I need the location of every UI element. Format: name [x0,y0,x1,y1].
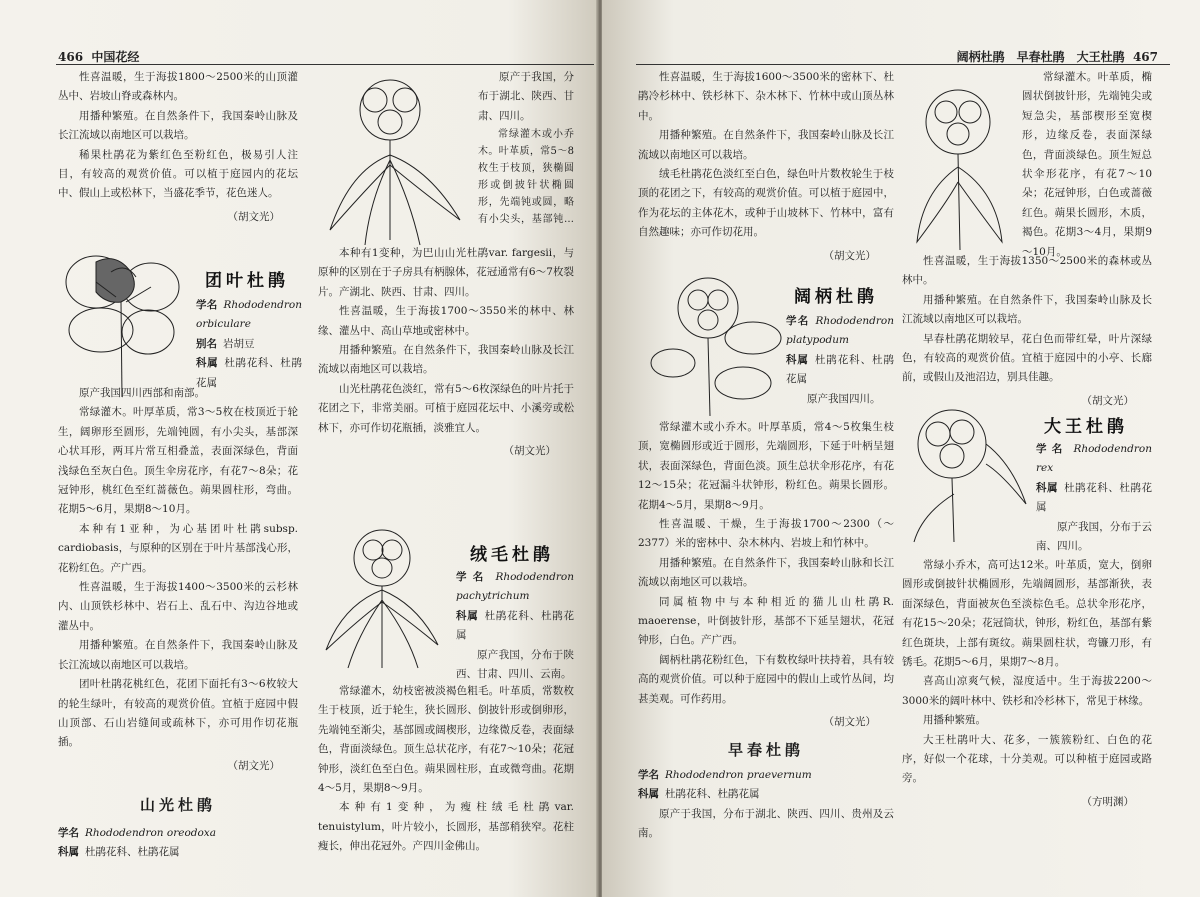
left-col-2-top [478,68,574,126]
paragraph: 用播种繁殖。在自然条件下，我国秦岭山脉和长江流域以南地区可以栽培。 [638,556,894,589]
header-rule [56,64,594,65]
paragraph: 用播种繁殖。在自然条件下，我国秦岭山脉及长江流域以南地区可以栽培。 [902,293,1152,326]
rhododendron-praevernum-illustration-icon [902,72,1014,252]
alias: 岩胡豆 [223,337,255,350]
paragraph: 绒毛杜鹃花色淡红至白色，绿色叶片数枚轮生于枝顶的花团之下，有较高的观赏价值。可以植于庭园中，作为花坛的主体花木，或种于山坡林下、竹林中，富有自然趣味；亦可作切花用。 [638,168,894,239]
species-meta [196,296,302,393]
paragraph: 用播种繁殖。在自然条件下，我国秦岭山脉及长江流域以南地区可以栽培。 [58,109,298,142]
left-col-1b [58,384,298,862]
rhododendron-platypodum-illustration-icon [648,268,784,418]
paragraph: 常绿灌木或小乔木。叶厚革质，常4～5枚集生枝顶，宽椭圆形或近于圆形，先端圆形，下延于叶柄呈翅状，表面深绿色，背面色淡。顶生总状伞形花序，有花12～15朵；花冠漏斗状钟形，粉红色。蒴果长圆形。花期4～5月，果期8～9月。 [638,421,894,511]
paragraph: 性喜温暖，生于海拔1800～2500米的山顶灌丛中、岩坡山脊或森林内。 [58,71,298,103]
right-col-2-top [1022,68,1152,262]
paragraph: 早春杜鹃花期较早，花白色而带红晕，叶片深绿色，有较高的观赏价值。宜植于庭园中的小亭、长廊前，或假山及池沼边，别具佳趣。 [902,332,1152,384]
label: 科属 [1036,481,1059,494]
left-col-2 [318,244,574,465]
scientific-name: Rhododendron platypodum [786,315,894,347]
origin: 原产我国，分布于陕西、甘肃、四川、云南。 [456,648,574,681]
page-number: 467 [1132,50,1158,64]
rhododendron-rex-illustration-icon [902,394,1030,544]
author-credit: （胡文光） [1081,394,1134,407]
running-head: 阔柄杜鹃 早春杜鹃 大王杜鹃 [956,50,1125,64]
author-credit: （胡文光） [227,759,280,772]
right-col-2b [902,556,1152,816]
label: 学名 [456,571,490,583]
right-col-1b [638,418,894,844]
label: 科属 [786,353,809,366]
scientific-name: Rhododendron orbiculare [196,299,302,331]
label: 科属 [196,357,219,370]
paragraph: 性喜温暖，生于海拔1400～3500米的云杉林内、山顶铁杉林中、岩石上、乱石中、沟边谷地或灌丛中。 [58,581,298,632]
paragraph: 大王杜鹃叶大、花多，一簇簇粉红、白色的花序，好似一个花球，十分美观。可以种植于庭园或路旁。 [902,733,1152,785]
family: 杜鹃花科、杜鹃花属 [1036,481,1153,514]
paragraph: 常绿灌木，幼枝密被淡褐色粗毛。叶革质，常数枚生于枝顶，近于轮生，狭长圆形、倒披针形或倒卵形，先端钝至渐尖，基部圆或阔楔形，边缘微反卷，表面绿色，背面淡绿色。顶生总状花序，有花7～10朵；花冠钟形，淡红色至白色。蒴果圆柱形，直或微弯曲。花期4～5月，果期8～9月。 [318,685,574,795]
paragraph: 用播种繁殖。在自然条件下，我国秦岭山脉及长江流域以南地区可以栽培。 [638,129,894,161]
origin: 原产我国，分布于云南、四川。 [1036,520,1152,553]
page-number: 466 [58,50,84,64]
origin: 原产我国四川。 [807,392,881,405]
scientific-name: Rhododendron oreodoxa [85,826,216,839]
family: 杜鹃花科、杜鹃花属 [665,788,760,801]
author-credit: （方明渊） [1081,795,1134,808]
paragraph: 性喜温暖、干燥，生于海拔1700～2300（～2377）米的密林中、杂木林内、岩坡上和竹林中。 [638,518,894,550]
paragraph: 本种有1亚种，为心基团叶杜鹃subsp. cardiobasis，与原种的区别在于叶片基部浅心形，花粉红色。产广西。 [58,522,298,574]
paragraph: 喜高山凉爽气候，湿度适中。生于海拔2200～3000米的阔叶林中、铁杉和冷杉林下，常见于林缘。 [902,675,1152,707]
right-col-2 [902,252,1152,415]
paragraph: 团叶杜鹃花桃红色，花团下面托有3～6枚较大的轮生绿叶，有较高的观赏价值。宜植于庭园中假山顶部、石山岩缝间或疏林下，亦可用作切花瓶插。 [58,678,298,749]
species-title: 山光杜鹃 [139,796,216,815]
family: 杜鹃花科、杜鹃花属 [456,609,575,642]
species-title: 团叶杜鹃 [205,271,289,291]
species-title: 阔柄杜鹃 [794,287,878,307]
paragraph: 常绿灌木。叶革质，椭圆状倒披针形，先端钝尖或短急尖，基部楔形至宽楔形，边缘反卷，表面深绿色，背面淡绿色。顶生短总状伞形花序，有花7～10朵；花冠钟形，白色或蔷薇红色。蒴果长圆形，木质，褐色。花期3～4月，果期9～10月。 [1022,71,1152,258]
paragraph: 阔柄杜鹃花粉红色，下有数枚绿叶扶持着，具有较高的观赏价值。可以种于庭园中的假山上或竹丛间，均甚美观。可作药用。 [638,653,894,705]
species-title: 绒毛杜鹃 [470,545,554,565]
running-head: 中国花经 [91,50,140,64]
rhododendron-oreodoxa-illustration-icon [310,70,470,246]
paragraph: 山光杜鹃花色淡红，常有5～6枚深绿色的叶片托于花团之下，非常美丽。可植于庭园花坛中、小溪旁或松林下，亦可作切花瓶插，淡雅宜人。 [318,382,574,434]
paragraph: 本种有1变种，为巴山山光杜鹃var. fargesii，与原种的区别在于子房具有柄腺体，花冠通常有6～7枚裂片。产湖北、陕西、甘肃、四川。 [318,247,574,298]
label: 学名 [1036,443,1068,455]
label: 学名 [786,315,810,327]
left-page [0,0,598,897]
paragraph: 原产于我国，分布于湖北、陕西、甘肃、四川。 [478,71,574,122]
author-credit: （胡文光） [503,445,556,458]
left-page-header [58,48,139,65]
paragraph: 稀果杜鹃花为紫红色至粉红色，极易引人注目，有较高的观赏价值。可以植于庭园内的花坛中、假山上或松林下，当盛花季节，花色迷人。 [58,148,298,200]
species-meta [1036,440,1152,556]
family: 杜鹃花科、杜鹃花属 [196,357,302,389]
paragraph: 性喜温暖，生于海拔1600～3500米的密林下、杜鹃冷杉林中、铁杉林下、杂木林下、竹林中或山顶丛林中。 [638,71,894,122]
paragraph: 用播种繁殖。 [923,714,986,727]
author-credit: （胡文光） [227,210,280,223]
paragraph: 用播种繁殖。在自然条件下，我国秦岭山脉及长江流域以南地区可以栽培。 [58,639,298,671]
header-rule [636,64,1170,65]
origin: 原产我国四川西部和南部。 [79,387,205,399]
label: 学名 [638,768,659,781]
rhododendron-pachytrichum-illustration-icon [318,520,446,670]
paragraph: 性喜温暖，生于海拔1700～3550米的林中、林缘、灌丛中、高山草地或密林中。 [318,305,574,337]
species-title: 早春杜鹃 [727,740,804,759]
right-page-header [957,48,1158,65]
scientific-name: Rhododendron pachytrichum [456,571,574,603]
left-col-1 [58,68,298,231]
species-meta [456,568,574,684]
scientific-name: Rhododendron praevernum [665,768,812,781]
label: 科属 [58,845,79,858]
right-page [602,0,1200,897]
species-title: 大王杜鹃 [1044,417,1128,437]
rhododendron-orbiculare-illustration-icon [56,242,186,402]
author-credit: （胡文光） [823,716,876,729]
label: 学名 [196,299,218,311]
label: 学名 [58,826,79,839]
paragraph: 常绿小乔木，高可达12米。叶革质，宽大，倒卵圆形或倒披针状椭圆形，先端阔圆形，基部渐狭，表面深绿色，背面被灰色至淡棕色毛。总状伞形花序，有花15～20朵；花冠筒状，钟形，粉红色，基部有紫红色斑块，上部有斑纹。蒴果圆柱状，弯镰刀形，有锈毛。花期5～6月，果期7～8月。 [902,559,1152,669]
species-meta [786,312,894,409]
family: 杜鹃花科、杜鹃花属 [786,353,894,386]
paragraph: 性喜温暖，生于海拔1350～2500米的森林或丛林中。 [902,255,1152,287]
paragraph: 用播种繁殖。在自然条件下，我国秦岭山脉及长江流域以南地区可以栽培。 [318,344,574,376]
label: 科属 [638,788,659,801]
left-col-2b [318,682,574,857]
paragraph: 本种有1变种，为瘦柱绒毛杜鹃var. tenuistylum，叶片较小，长圆形，基部稍狭窄。花柱瘦长，伸出花冠外。产四川金佛山。 [318,801,574,853]
paragraph: 同属植物中与本种相近的猫儿山杜鹃R. maoerense，叶倒披针形，基部不下延呈翅状，花冠钟形，白色。产广西。 [638,595,894,647]
right-col-1 [638,68,894,270]
origin: 原产于我国，分布于湖北、陕西、四川、贵州及云南。 [638,807,894,840]
paragraph: 常绿灌木或小乔木。叶革质，常5～8枚生于枝顶，狭椭圆形或倒披针状椭圆形，先端钝或圆，略有小尖头，基部钝至 [478,129,574,225]
label: 科属 [456,609,479,622]
label: 别名 [196,337,217,350]
author-credit: （胡文光） [823,249,876,262]
left-col-2-desc [478,126,574,228]
paragraph: 常绿灌木。叶厚革质，常3～5枚在枝顶近于轮生，阔卵形至圆形，先端钝圆，有小尖头，基部深心状耳形，两耳片常互相叠盖，表面深绿色，背面浅绿色至灰白色。顶生伞房花序，有花7～8朵；花冠钟形，桃红色至红蔷薇色。蒴果圆柱形，弯曲。花期5～6月，果期8～10月。 [58,406,298,516]
family: 杜鹃花科、杜鹃花属 [85,845,180,858]
scientific-name: Rhododendron rex [1036,443,1152,475]
